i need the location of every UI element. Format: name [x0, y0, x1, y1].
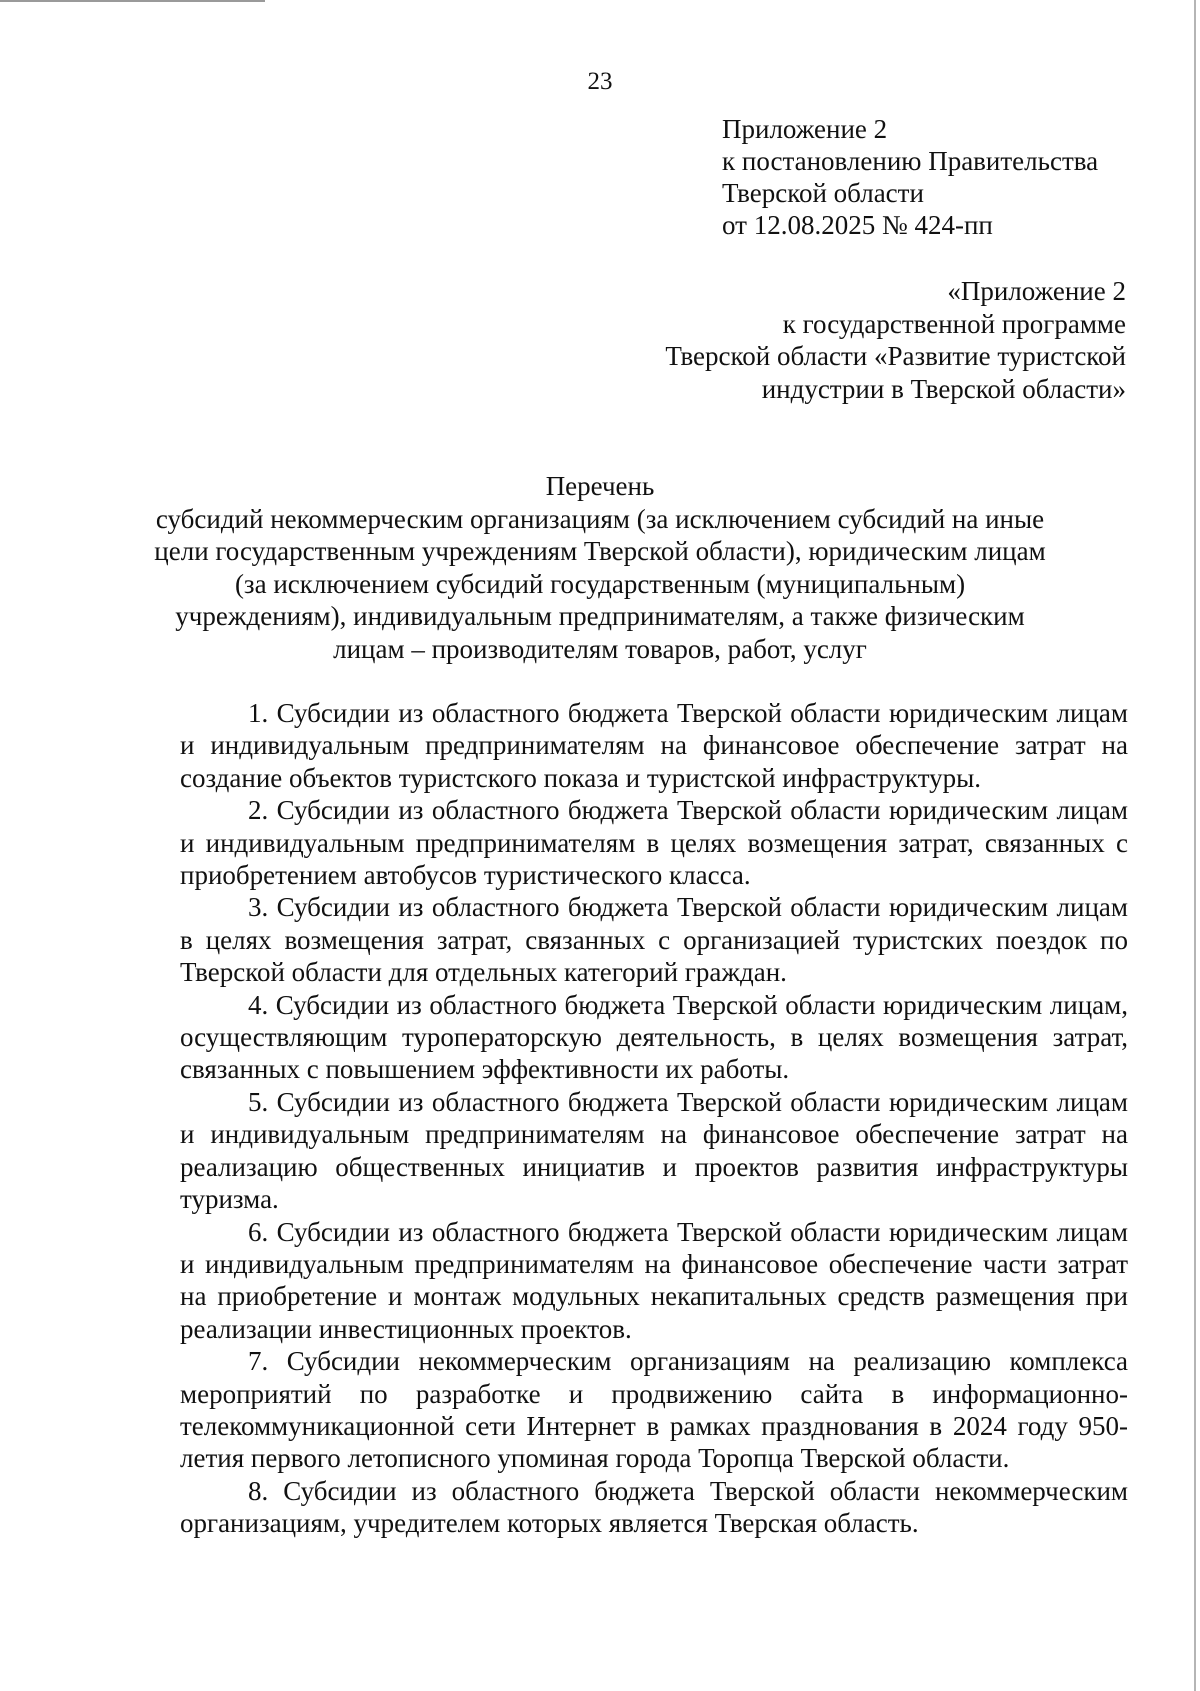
appendix-line: «Приложение 2	[947, 276, 1126, 306]
list-item: 6. Субсидии из областного бюджета Тверской области юридическим лицам и индивидуальным предпринимателям на финансовое обеспечение части затрат на приобретение и монтаж модульных некапитальных средств размещения при реализации инвестиционных проектов.	[180, 1216, 1128, 1344]
list-item: 4. Субсидии из областного бюджета Тверской области юридическим лицам, осуществляющим туроператорскую деятельность, в целях возмещения затрат, связанных с повышением эффективности их работы.	[180, 989, 1128, 1085]
title-heading: Перечень	[545, 471, 655, 501]
appendix-line: индустрии в Тверской области»	[761, 373, 1126, 404]
title-line: учреждениям), индивидуальным предпринимателям, а также физическим	[175, 601, 1025, 631]
title-line: лицам – производителям товаров, работ, услуг	[333, 633, 867, 664]
list-title	[0, 470, 1200, 665]
title-line: (за исключением субсидий государственным (муниципальным)	[234, 568, 966, 599]
list-item: 5. Субсидии из областного бюджета Тверской области юридическим лицам и индивидуальным предпринимателям на финансовое обеспечение затрат на реализацию общественных инициатив и проектов развития инфраструктуры туризма.	[180, 1086, 1128, 1215]
appendix-line: Тверской области «Развитие туристской	[665, 341, 1126, 371]
list-item: 3. Субсидии из областного бюджета Тверской области юридическим лицам в целях возмещения затрат, связанных с организацией туристских поездок по Тверской области для отдельных категорий граждан.	[180, 892, 1128, 988]
page-number: 23	[587, 68, 613, 95]
approval-block	[722, 113, 1098, 241]
approval-line: Тверской области	[722, 178, 924, 208]
list-item: 8. Субсидии из областного бюджета Тверской области некоммерческим организациям, учредителем которых является Тверская область.	[180, 1475, 1128, 1539]
scan-edge-right	[1194, 0, 1196, 1691]
scan-edge-top	[0, 0, 265, 2]
list-item: 1. Субсидии из областного бюджета Тверской области юридическим лицам и индивидуальным предпринимателям на финансовое обеспечение затрат на создание объектов туристского показа и туристской инфраструктуры.	[180, 698, 1128, 793]
appendix-line: к государственной программе	[782, 308, 1126, 339]
list-item: 2. Субсидии из областного бюджета Тверской области юридическим лицам и индивидуальным предпринимателям в целях возмещения затрат, связанных с приобретением автобусов туристического класса.	[180, 795, 1128, 891]
subsidy-list	[180, 697, 1128, 1540]
appendix-block	[526, 275, 1126, 405]
approval-line: к постановлению Правительства	[722, 146, 1099, 176]
title-line: цели государственным учреждениям Тверской области), юридическим лицам	[154, 536, 1046, 566]
title-line: субсидий некоммерческим организациям (за исключением субсидий на иные	[155, 503, 1045, 534]
approval-line: от 12.08.2025 № 424-пп	[722, 210, 993, 240]
approval-line: Приложение 2	[722, 114, 888, 144]
list-item: 7. Субсидии некоммерческим организациям на реализацию комплекса мероприятий по разработке и продвижению сайта в информационно-телекоммуникационной сети Интернет в рамках празднования в 2024 году 950-летия первого летописного упоминая города Торопца Тверской области.	[180, 1346, 1128, 1474]
